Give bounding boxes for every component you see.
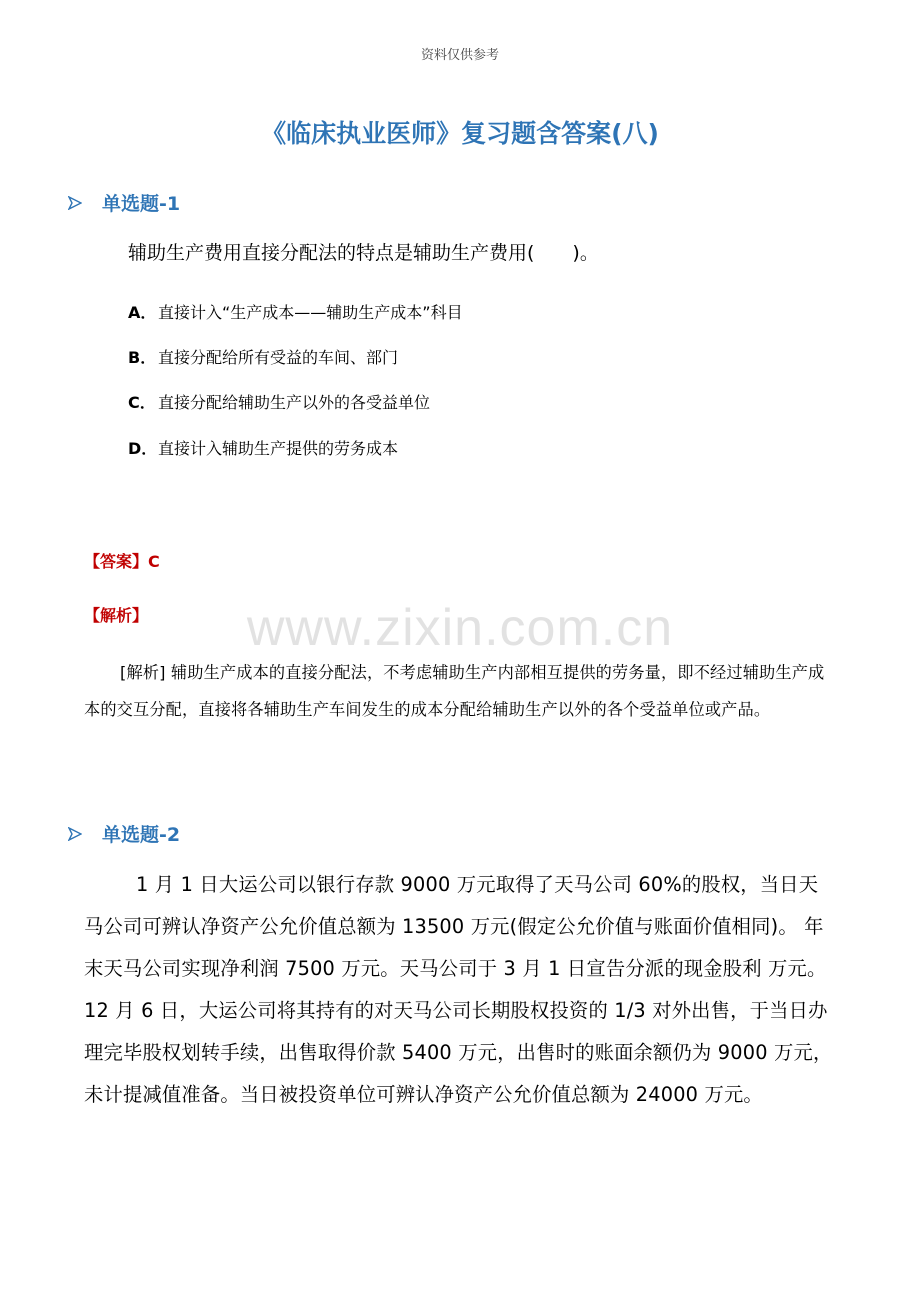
option-b-text: 直接分配给所有受益的车间、部门	[158, 348, 399, 367]
option-c-letter: C．	[128, 393, 156, 412]
question-2-heading-label: 单选题-2	[102, 824, 181, 846]
analysis-text: [解析] 辅助生产成本的直接分配法，不考虑辅助生产内部相互提供的劳务量，即不经过辅助生产成本的交互分配，直接将各辅助生产车间发生的成本分配给辅助生产以外的各个受益单位或产品。	[84, 663, 825, 719]
document-title: 《临床执业医师》复习题含答案(八)	[261, 119, 659, 148]
option-a-text: 直接计入“生产成本——辅助生产成本”科目	[158, 303, 463, 322]
watermark: www.zixin.com.cn	[246, 599, 674, 657]
option-b	[128, 345, 398, 368]
analysis-label: 【解析】	[84, 606, 149, 625]
option-c-text: 直接分配给辅助生产以外的各受益单位	[158, 393, 431, 412]
option-c	[128, 390, 430, 413]
option-d-letter: D．	[128, 439, 158, 458]
question-2-body: 1 月 1 日大运公司以银行存款 9000 万元取得了天马公司 60%的股权，当日天马公司可辨认净资产公允价值总额为 13500 万元(假定公允价值与账面价值相同)。 年末天马公司实现净利润 7500 万元。天马公司于 3 月 1 日宣告分派的现金股利 万元。 12 月 6 日，大运公司将其持有的对天马公司长期股权投资的 1/3 对外出售，于当日办理完毕股权划转手续，出售取得价款 5400 万元，出售时的账面余额仍为 9000 万元，未计提减值准备。当日被投资单位可辨认净资产公允价值总额为 24000 万元。	[84, 873, 833, 1106]
option-d	[128, 436, 398, 459]
arrowhead-bullet-icon	[68, 196, 82, 210]
question-1-heading	[68, 189, 180, 216]
question-2-heading	[68, 820, 180, 847]
answer-label: 【答案】C	[84, 552, 160, 571]
option-a-letter: A．	[128, 303, 157, 322]
header-note: 资料仅供参考	[420, 48, 499, 63]
option-a	[128, 300, 463, 323]
arrowhead-bullet-icon	[68, 827, 82, 841]
question-1-heading-label: 单选题-1	[102, 193, 181, 215]
option-d-text: 直接计入辅助生产提供的劳务成本	[158, 439, 399, 458]
option-b-letter: B．	[128, 348, 157, 367]
question-1-stem: 辅助生产费用直接分配法的特点是辅助生产费用( )。	[128, 242, 599, 264]
